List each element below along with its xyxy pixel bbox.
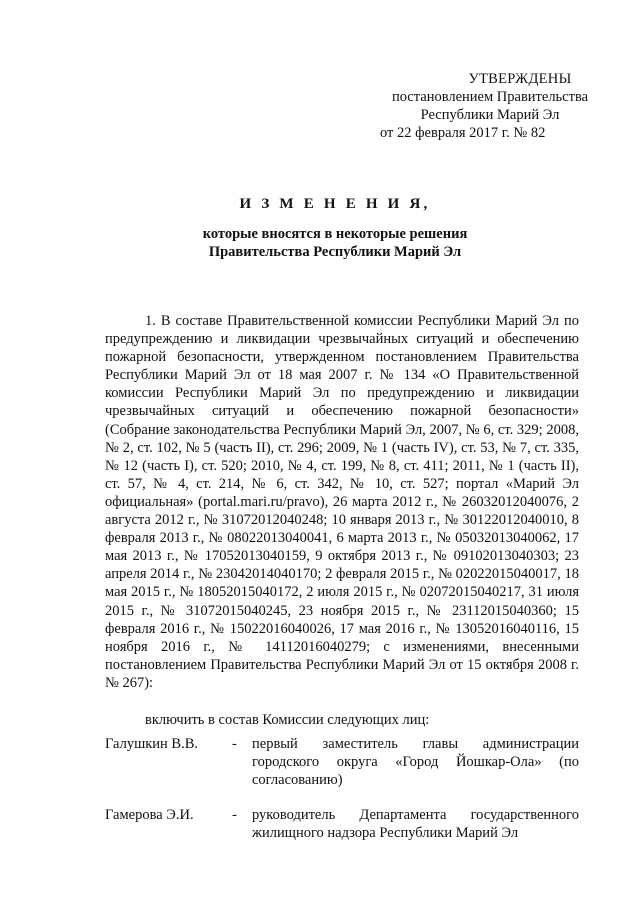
document-body	[105, 312, 579, 692]
member-dash: -	[232, 736, 237, 752]
member-dash: -	[232, 807, 237, 823]
approval-block	[360, 70, 620, 142]
member-row	[105, 806, 579, 842]
approval-date: от 22 февраля 2017 г. № 82	[380, 125, 546, 141]
member-description: первый заместитель главы администрации городского округа «Город Йошкар-Ола» (по согласованию)	[252, 736, 579, 788]
member-list	[105, 735, 579, 859]
member-row	[105, 735, 579, 789]
subheading-line-2: Правительства Республики Марий Эл	[208, 244, 462, 260]
member-name: Гамерова Э.И.	[105, 807, 194, 823]
paragraph-1: 1. В составе Правительственной комиссии Республики Марий Эл по предупреждению и ликвидации чрезвычайных ситуаций и обеспечению пожарной безопасности, утвержденном постановлением Правительства Республики Марий Эл от 18 мая 2007 г. № 134 «О Правительственной комиссии Республики Марий Эл по предупреждению и ликвидации чрезвычайных ситуаций и обеспечению пожарной безопасности» (Собрание законодательства Республики Марий Эл, 2007, № 6, ст. 329; 2008, № 2, ст. 102, № 5 (часть II), ст. 296; 2009, № 1 (часть IV), ст. 53, № 7, ст. 335, № 12 (часть I), ст. 520; 2010, № 4, ст. 199, № 8, ст. 411; 2011, № 1 (часть II), ст. 57, № 4, ст. 214, № 6, ст. 342, № 10, ст. 527; портал «Марий Эл официальная» (portal.mari.ru/pravo), 26 марта 2012 г., № 26032012040076, 2 августа 2012 г., № 31072012040248; 10 января 2013 г., № 30122012040010, 8 февраля 2013 г., № 08022013040041, 6 марта 2013 г., № 05032013040062, 17 мая 2013 г., № 17052013040159, 9 октября 2013 г., № 09102013040303; 23 апреля 2014 г., № 23042014040170; 2 февраля 2015 г., № 02022015040017, 18 мая 2015 г., № 18052015040172, 2 июля 2015 г., № 02072015040217, 31 июля 2015 г., № 31072015040245, 23 ноября 2015 г., № 23112015040360; 15 февраля 2016 г., № 15022016040026, 17 мая 2016 г., № 13052016040116, 15 ноября 2016 г., № 14112016040279; с изменениями, внесенными постановлением Правительства Республики Марий Эл от 15 октября 2008 г. № 267):	[105, 313, 579, 691]
member-name: Галушкин В.В.	[105, 736, 199, 752]
approval-line-1: постановлением Правительства	[391, 89, 589, 105]
document-heading: И З М Е Н Е Н И Я,	[239, 196, 431, 212]
document-subheading	[0, 225, 640, 261]
approval-title: УТВЕРЖДЕНЫ	[468, 71, 572, 87]
member-description: руководитель Департамента государственного жилищного надзора Республики Марий Эл	[252, 807, 579, 841]
subheading-line-1: которые вносятся в некоторые решения	[202, 226, 468, 242]
include-line: включить в состав Комиссии следующих лиц:	[145, 712, 430, 728]
approval-line-2: Республики Марий Эл	[420, 107, 560, 123]
